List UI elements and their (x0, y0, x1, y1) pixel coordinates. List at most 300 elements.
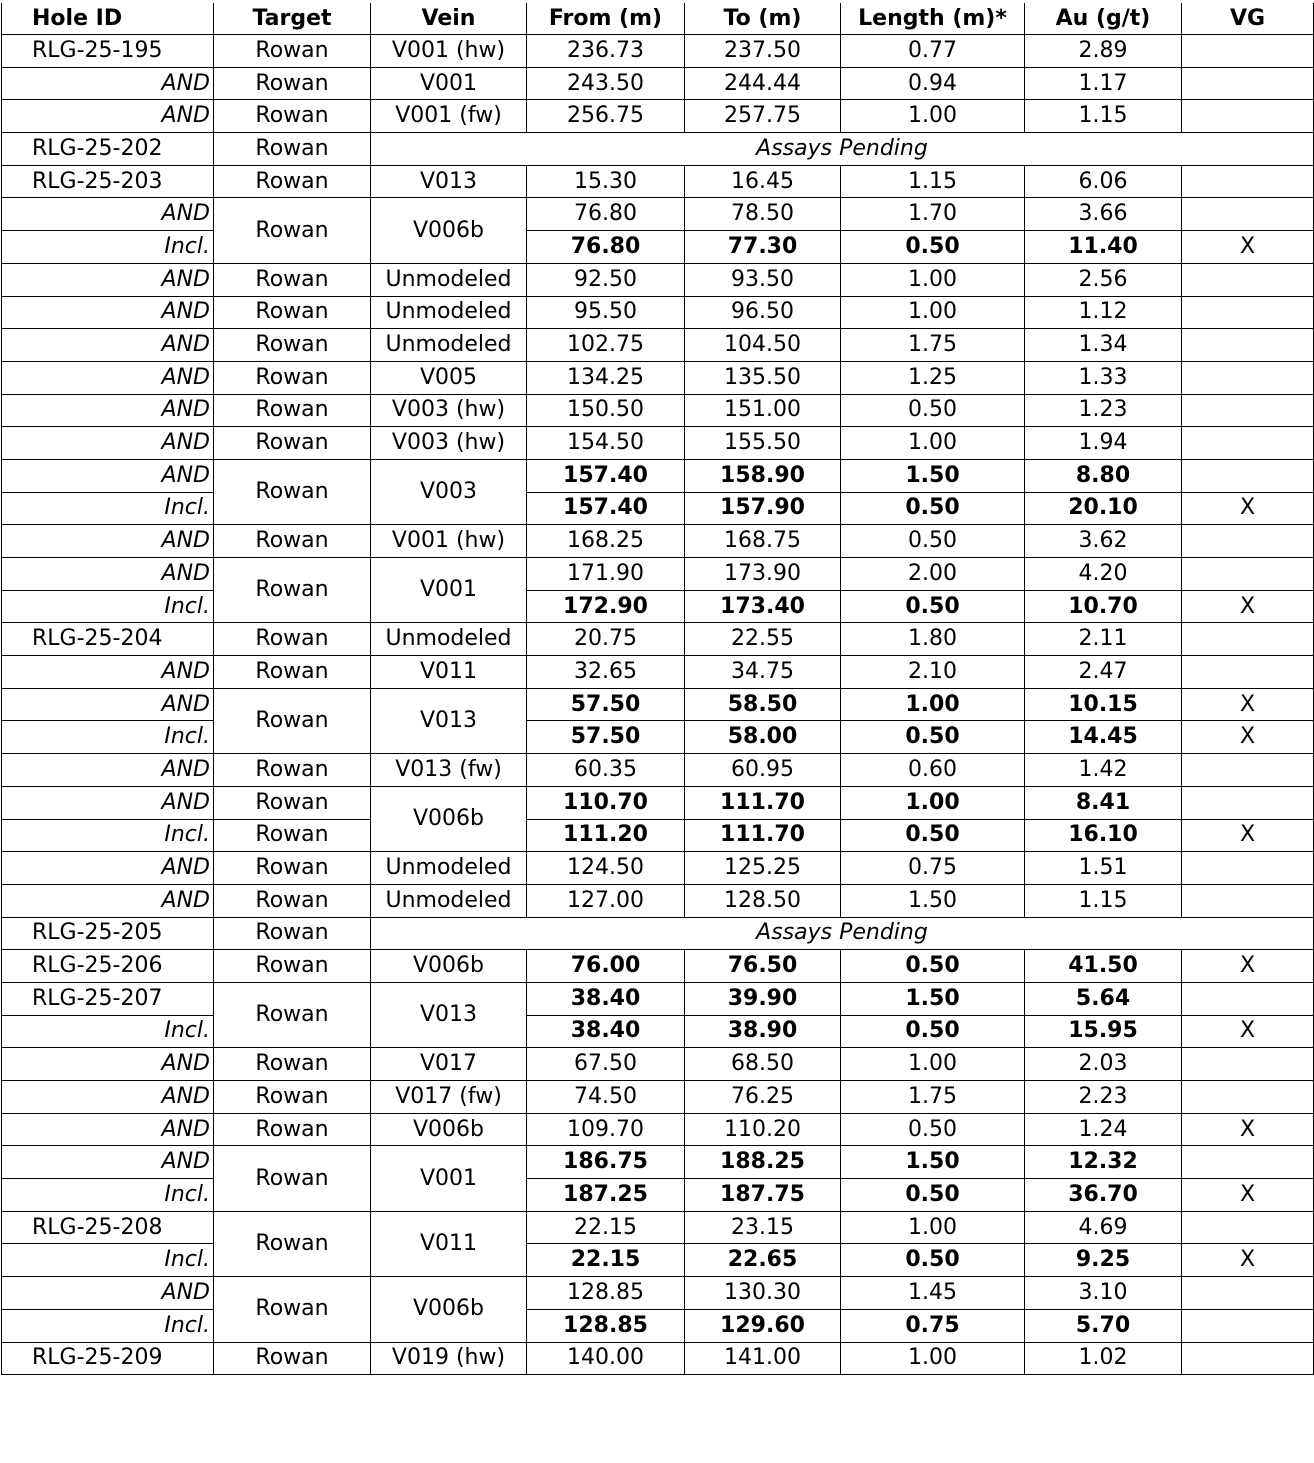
vein-cell: V011 (371, 656, 527, 689)
table-row (2, 656, 1314, 689)
vein-cell: V019 (hw) (371, 1342, 527, 1375)
vg-cell: X (1182, 1015, 1314, 1048)
table-row (2, 361, 1314, 394)
table-row (2, 459, 1314, 492)
table-row (2, 263, 1314, 296)
to-cell: 23.15 (685, 1211, 841, 1244)
hole-connector: AND (2, 394, 214, 427)
from-cell: 60.35 (527, 754, 685, 787)
vein-cell: Unmodeled (371, 884, 527, 917)
vg-cell: X (1182, 492, 1314, 525)
table-row (2, 982, 1314, 1015)
au-cell: 4.69 (1025, 1211, 1182, 1244)
length-cell: 0.50 (841, 819, 1025, 852)
vg-cell (1182, 1146, 1314, 1179)
target-cell: Rowan (214, 656, 371, 689)
to-cell: 34.75 (685, 656, 841, 689)
au-cell: 5.70 (1025, 1309, 1182, 1342)
vein-cell: V003 (371, 459, 527, 524)
vein-cell: V017 (fw) (371, 1081, 527, 1114)
hole-id: RLG-25-208 (2, 1211, 214, 1244)
table-row (2, 1342, 1314, 1375)
au-cell: 1.33 (1025, 361, 1182, 394)
vg-cell (1182, 100, 1314, 133)
length-cell: 1.00 (841, 1342, 1025, 1375)
table-row (2, 1244, 1314, 1277)
vein-cell: V006b (371, 950, 527, 983)
target-cell: Rowan (214, 459, 371, 524)
length-cell: 1.15 (841, 165, 1025, 198)
target-cell: Rowan (214, 1211, 371, 1276)
to-cell: 173.90 (685, 558, 841, 591)
length-cell: 1.00 (841, 786, 1025, 819)
to-cell: 111.70 (685, 819, 841, 852)
vein-cell: V001 (hw) (371, 525, 527, 558)
vg-cell (1182, 263, 1314, 296)
to-cell: 104.50 (685, 329, 841, 362)
table-row (2, 590, 1314, 623)
vg-cell (1182, 1048, 1314, 1081)
table-row (2, 133, 1314, 166)
au-cell: 6.06 (1025, 165, 1182, 198)
length-cell: 1.00 (841, 1048, 1025, 1081)
target-cell: Rowan (214, 133, 371, 166)
vein-cell: V001 (371, 67, 527, 100)
table-row (2, 917, 1314, 950)
length-cell: 1.50 (841, 459, 1025, 492)
vein-cell: V005 (371, 361, 527, 394)
from-cell: 76.80 (527, 231, 685, 264)
vein-cell: Unmodeled (371, 623, 527, 656)
hole-connector: AND (2, 525, 214, 558)
vein-cell: V001 (371, 1146, 527, 1211)
from-cell: 57.50 (527, 688, 685, 721)
hole-connector: AND (2, 754, 214, 787)
au-cell: 15.95 (1025, 1015, 1182, 1048)
table-row (2, 1015, 1314, 1048)
to-cell: 16.45 (685, 165, 841, 198)
hole-id: RLG-25-205 (2, 917, 214, 950)
length-cell: 0.50 (841, 1179, 1025, 1212)
hole-connector: Incl. (2, 1309, 214, 1342)
to-cell: 22.55 (685, 623, 841, 656)
vein-cell: V006b (371, 1277, 527, 1342)
vein-cell: V013 (371, 688, 527, 753)
au-cell: 1.34 (1025, 329, 1182, 362)
from-cell: 76.00 (527, 950, 685, 983)
table-row (2, 100, 1314, 133)
hole-id: RLG-25-203 (2, 165, 214, 198)
to-cell: 128.50 (685, 884, 841, 917)
vg-cell (1182, 165, 1314, 198)
vein-cell: V003 (hw) (371, 394, 527, 427)
vg-cell: X (1182, 950, 1314, 983)
to-cell: 244.44 (685, 67, 841, 100)
from-cell: 109.70 (527, 1113, 685, 1146)
vein-cell: V003 (hw) (371, 427, 527, 460)
target-cell: Rowan (214, 1146, 371, 1211)
vein-cell: V013 (371, 982, 527, 1047)
table-row (2, 296, 1314, 329)
vg-cell (1182, 459, 1314, 492)
header-from: From (m) (527, 3, 685, 35)
vg-cell (1182, 982, 1314, 1015)
target-cell: Rowan (214, 165, 371, 198)
au-cell: 2.03 (1025, 1048, 1182, 1081)
vg-cell: X (1182, 1244, 1314, 1277)
au-cell: 11.40 (1025, 231, 1182, 264)
to-cell: 129.60 (685, 1309, 841, 1342)
hole-connector: AND (2, 263, 214, 296)
hole-id: RLG-25-204 (2, 623, 214, 656)
header-to: To (m) (685, 3, 841, 35)
from-cell: 256.75 (527, 100, 685, 133)
length-cell: 0.50 (841, 590, 1025, 623)
table-row (2, 819, 1314, 852)
hole-connector: Incl. (2, 1179, 214, 1212)
vg-cell (1182, 1211, 1314, 1244)
length-cell: 1.00 (841, 1211, 1025, 1244)
au-cell: 1.15 (1025, 884, 1182, 917)
au-cell: 5.64 (1025, 982, 1182, 1015)
target-cell: Rowan (214, 917, 371, 950)
header-vg: VG (1182, 3, 1314, 35)
vein-cell: V001 (fw) (371, 100, 527, 133)
table-row (2, 754, 1314, 787)
from-cell: 140.00 (527, 1342, 685, 1375)
from-cell: 22.15 (527, 1211, 685, 1244)
vein-cell: V011 (371, 1211, 527, 1276)
vg-cell (1182, 35, 1314, 68)
to-cell: 151.00 (685, 394, 841, 427)
to-cell: 157.90 (685, 492, 841, 525)
from-cell: 171.90 (527, 558, 685, 591)
table-row (2, 558, 1314, 591)
au-cell: 41.50 (1025, 950, 1182, 983)
vg-cell (1182, 67, 1314, 100)
table-row (2, 1309, 1314, 1342)
vg-cell (1182, 754, 1314, 787)
to-cell: 257.75 (685, 100, 841, 133)
to-cell: 135.50 (685, 361, 841, 394)
vg-cell: X (1182, 721, 1314, 754)
target-cell: Rowan (214, 525, 371, 558)
to-cell: 76.50 (685, 950, 841, 983)
to-cell: 58.00 (685, 721, 841, 754)
target-cell: Rowan (214, 427, 371, 460)
au-cell: 10.70 (1025, 590, 1182, 623)
au-cell: 8.41 (1025, 786, 1182, 819)
au-cell: 1.12 (1025, 296, 1182, 329)
target-cell: Rowan (214, 982, 371, 1047)
length-cell: 2.00 (841, 558, 1025, 591)
header-row (2, 3, 1314, 35)
from-cell: 128.85 (527, 1309, 685, 1342)
au-cell: 10.15 (1025, 688, 1182, 721)
hole-connector: Incl. (2, 590, 214, 623)
assays-pending: Assays Pending (371, 917, 1314, 950)
to-cell: 187.75 (685, 1179, 841, 1212)
header-au: Au (g/t) (1025, 3, 1182, 35)
au-cell: 12.32 (1025, 1146, 1182, 1179)
table-row (2, 884, 1314, 917)
assay-results-table (1, 3, 1314, 1375)
table-row (2, 688, 1314, 721)
to-cell: 76.25 (685, 1081, 841, 1114)
from-cell: 74.50 (527, 1081, 685, 1114)
vg-cell: X (1182, 688, 1314, 721)
au-cell: 20.10 (1025, 492, 1182, 525)
vg-cell (1182, 1342, 1314, 1375)
au-cell: 3.10 (1025, 1277, 1182, 1310)
from-cell: 154.50 (527, 427, 685, 460)
to-cell: 58.50 (685, 688, 841, 721)
vein-cell: V006b (371, 198, 527, 263)
hole-connector: Incl. (2, 1244, 214, 1277)
hole-connector: AND (2, 688, 214, 721)
hole-connector: AND (2, 361, 214, 394)
hole-connector: AND (2, 786, 214, 819)
hole-connector: AND (2, 67, 214, 100)
header-length: Length (m)* (841, 3, 1025, 35)
hole-connector: Incl. (2, 819, 214, 852)
table-body (2, 35, 1314, 1375)
target-cell: Rowan (214, 754, 371, 787)
from-cell: 236.73 (527, 35, 685, 68)
hole-id: RLG-25-209 (2, 1342, 214, 1375)
from-cell: 186.75 (527, 1146, 685, 1179)
from-cell: 124.50 (527, 852, 685, 885)
to-cell: 22.65 (685, 1244, 841, 1277)
au-cell: 16.10 (1025, 819, 1182, 852)
table-row (2, 1146, 1314, 1179)
target-cell: Rowan (214, 688, 371, 753)
hole-connector: AND (2, 296, 214, 329)
target-cell: Rowan (214, 786, 371, 819)
target-cell: Rowan (214, 1342, 371, 1375)
vg-cell: X (1182, 1113, 1314, 1146)
hole-connector: Incl. (2, 231, 214, 264)
vg-cell (1182, 427, 1314, 460)
table-row (2, 721, 1314, 754)
hole-connector: AND (2, 558, 214, 591)
table-row (2, 786, 1314, 819)
from-cell: 38.40 (527, 982, 685, 1015)
hole-connector: AND (2, 459, 214, 492)
hole-connector: AND (2, 884, 214, 917)
to-cell: 130.30 (685, 1277, 841, 1310)
from-cell: 67.50 (527, 1048, 685, 1081)
from-cell: 110.70 (527, 786, 685, 819)
hole-connector: AND (2, 198, 214, 231)
hole-connector: AND (2, 656, 214, 689)
hole-connector: Incl. (2, 1015, 214, 1048)
from-cell: 92.50 (527, 263, 685, 296)
length-cell: 1.00 (841, 296, 1025, 329)
target-cell: Rowan (214, 852, 371, 885)
length-cell: 0.50 (841, 1244, 1025, 1277)
hole-connector: AND (2, 1081, 214, 1114)
length-cell: 1.75 (841, 329, 1025, 362)
length-cell: 0.50 (841, 492, 1025, 525)
au-cell: 2.47 (1025, 656, 1182, 689)
target-cell: Rowan (214, 361, 371, 394)
hole-connector: AND (2, 1113, 214, 1146)
au-cell: 3.66 (1025, 198, 1182, 231)
vein-cell: Unmodeled (371, 852, 527, 885)
vg-cell (1182, 296, 1314, 329)
from-cell: 38.40 (527, 1015, 685, 1048)
from-cell: 95.50 (527, 296, 685, 329)
hole-id: RLG-25-202 (2, 133, 214, 166)
length-cell: 0.50 (841, 231, 1025, 264)
target-cell: Rowan (214, 263, 371, 296)
length-cell: 2.10 (841, 656, 1025, 689)
au-cell: 3.62 (1025, 525, 1182, 558)
table-row (2, 623, 1314, 656)
hole-id: RLG-25-207 (2, 982, 214, 1015)
assays-pending: Assays Pending (371, 133, 1314, 166)
table-row (2, 1113, 1314, 1146)
length-cell: 1.00 (841, 427, 1025, 460)
to-cell: 188.25 (685, 1146, 841, 1179)
hole-connector: Incl. (2, 721, 214, 754)
to-cell: 155.50 (685, 427, 841, 460)
table-row (2, 1048, 1314, 1081)
target-cell: Rowan (214, 1113, 371, 1146)
vg-cell (1182, 884, 1314, 917)
au-cell: 1.42 (1025, 754, 1182, 787)
from-cell: 168.25 (527, 525, 685, 558)
to-cell: 158.90 (685, 459, 841, 492)
to-cell: 38.90 (685, 1015, 841, 1048)
from-cell: 127.00 (527, 884, 685, 917)
to-cell: 141.00 (685, 1342, 841, 1375)
table-row (2, 525, 1314, 558)
from-cell: 157.40 (527, 492, 685, 525)
to-cell: 96.50 (685, 296, 841, 329)
table-row (2, 165, 1314, 198)
length-cell: 0.94 (841, 67, 1025, 100)
from-cell: 102.75 (527, 329, 685, 362)
vg-cell (1182, 361, 1314, 394)
target-cell: Rowan (214, 1048, 371, 1081)
vein-cell: V013 (371, 165, 527, 198)
target-cell: Rowan (214, 819, 371, 852)
table-row (2, 1179, 1314, 1212)
length-cell: 0.60 (841, 754, 1025, 787)
au-cell: 2.89 (1025, 35, 1182, 68)
table-row (2, 492, 1314, 525)
target-cell: Rowan (214, 623, 371, 656)
header-vein: Vein (371, 3, 527, 35)
hole-connector: AND (2, 100, 214, 133)
table-row (2, 394, 1314, 427)
length-cell: 1.00 (841, 100, 1025, 133)
table-row (2, 231, 1314, 264)
hole-connector: AND (2, 1146, 214, 1179)
vg-cell: X (1182, 1179, 1314, 1212)
length-cell: 1.50 (841, 982, 1025, 1015)
table-row (2, 198, 1314, 231)
vg-cell (1182, 394, 1314, 427)
to-cell: 68.50 (685, 1048, 841, 1081)
length-cell: 1.45 (841, 1277, 1025, 1310)
from-cell: 187.25 (527, 1179, 685, 1212)
vein-cell: V006b (371, 786, 527, 851)
au-cell: 1.15 (1025, 100, 1182, 133)
vein-cell: V001 (hw) (371, 35, 527, 68)
target-cell: Rowan (214, 67, 371, 100)
vg-cell (1182, 1081, 1314, 1114)
from-cell: 76.80 (527, 198, 685, 231)
hole-id: RLG-25-195 (2, 35, 214, 68)
to-cell: 173.40 (685, 590, 841, 623)
length-cell: 0.75 (841, 1309, 1025, 1342)
table-row (2, 329, 1314, 362)
vg-cell (1182, 558, 1314, 591)
to-cell: 78.50 (685, 198, 841, 231)
au-cell: 1.02 (1025, 1342, 1182, 1375)
hole-connector: AND (2, 1277, 214, 1310)
vg-cell (1182, 1277, 1314, 1310)
from-cell: 15.30 (527, 165, 685, 198)
table-row (2, 1211, 1314, 1244)
vein-cell: Unmodeled (371, 296, 527, 329)
vg-cell (1182, 329, 1314, 362)
length-cell: 1.70 (841, 198, 1025, 231)
table-row (2, 950, 1314, 983)
vein-cell: V001 (371, 558, 527, 623)
hole-id: RLG-25-206 (2, 950, 214, 983)
to-cell: 110.20 (685, 1113, 841, 1146)
hole-connector: Incl. (2, 492, 214, 525)
vg-cell (1182, 623, 1314, 656)
target-cell: Rowan (214, 558, 371, 623)
target-cell: Rowan (214, 100, 371, 133)
au-cell: 2.56 (1025, 263, 1182, 296)
length-cell: 0.77 (841, 35, 1025, 68)
table-row (2, 852, 1314, 885)
from-cell: 157.40 (527, 459, 685, 492)
from-cell: 57.50 (527, 721, 685, 754)
length-cell: 0.50 (841, 950, 1025, 983)
target-cell: Rowan (214, 329, 371, 362)
table-row (2, 67, 1314, 100)
length-cell: 0.50 (841, 721, 1025, 754)
from-cell: 150.50 (527, 394, 685, 427)
length-cell: 0.75 (841, 852, 1025, 885)
from-cell: 20.75 (527, 623, 685, 656)
au-cell: 8.80 (1025, 459, 1182, 492)
length-cell: 1.50 (841, 884, 1025, 917)
hole-connector: AND (2, 852, 214, 885)
vg-cell: X (1182, 590, 1314, 623)
vg-cell (1182, 1309, 1314, 1342)
from-cell: 134.25 (527, 361, 685, 394)
to-cell: 111.70 (685, 786, 841, 819)
vein-cell: V017 (371, 1048, 527, 1081)
au-cell: 14.45 (1025, 721, 1182, 754)
vg-cell (1182, 525, 1314, 558)
length-cell: 1.75 (841, 1081, 1025, 1114)
hole-connector: AND (2, 1048, 214, 1081)
table-row (2, 427, 1314, 460)
vg-cell (1182, 786, 1314, 819)
vein-cell: Unmodeled (371, 329, 527, 362)
length-cell: 1.00 (841, 688, 1025, 721)
table-row (2, 1277, 1314, 1310)
